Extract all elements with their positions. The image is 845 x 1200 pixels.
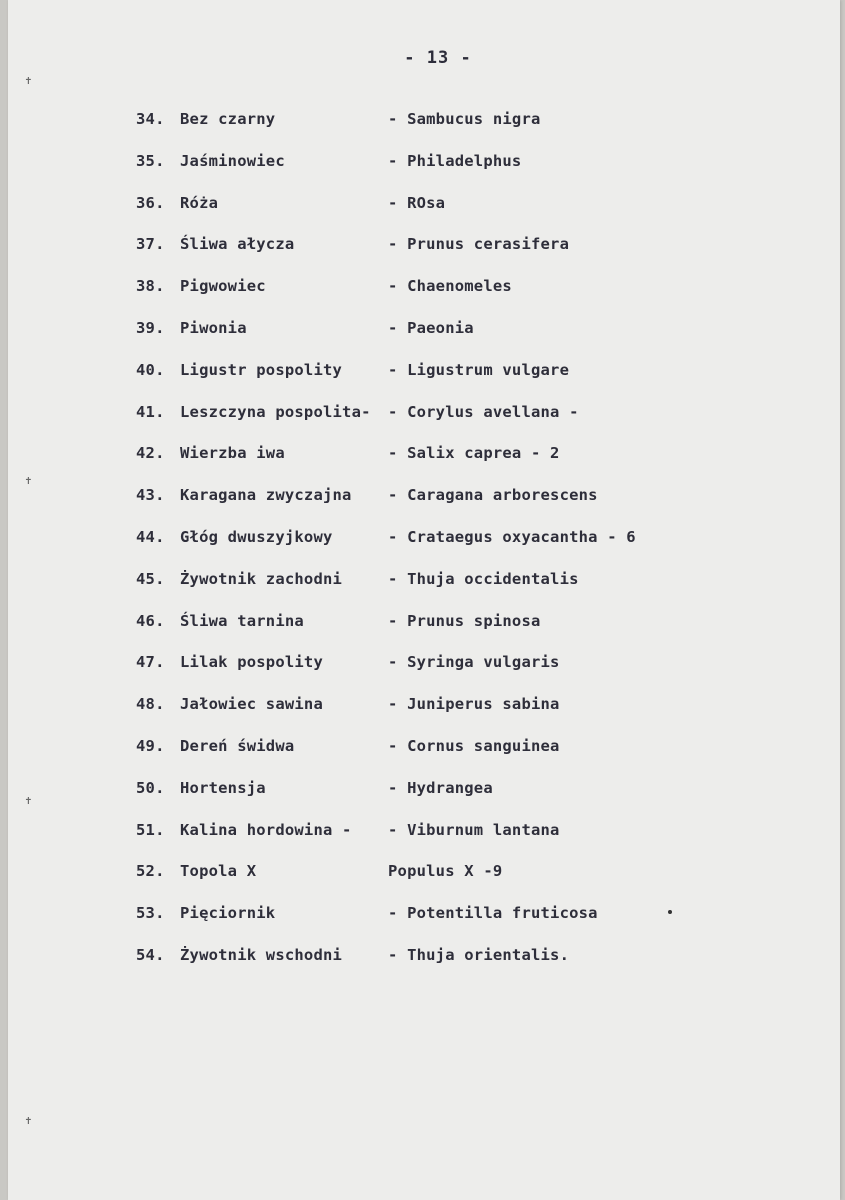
- common-name: Hortensja: [180, 778, 266, 797]
- common-name: Ligustr pospolity: [180, 360, 343, 379]
- common-name: Jałowiec sawina: [180, 695, 323, 714]
- punch-hole-mark: ✝: [25, 794, 32, 807]
- punch-hole-mark: ✝: [25, 74, 32, 87]
- entry-number: 38.: [136, 277, 165, 296]
- entry-number: 34.: [136, 110, 165, 128]
- list-item: [130, 361, 750, 403]
- list-item: [130, 528, 750, 570]
- latin-name: Populus X -9: [388, 862, 503, 881]
- common-name: Kalina hordowina -: [180, 820, 352, 839]
- list-item: [130, 570, 750, 612]
- latin-name: - Syringa vulgaris: [388, 653, 560, 672]
- latin-name: - Potentilla fruticosa: [388, 904, 598, 923]
- latin-name: - Thuja orientalis.: [388, 945, 570, 964]
- latin-name: - Philadelphus: [388, 151, 522, 170]
- entry-number: 43.: [136, 486, 165, 505]
- common-name: Karagana zwyczajna: [180, 486, 352, 505]
- latin-name: - Cornus sanguinea: [388, 736, 560, 755]
- entry-number: 52.: [136, 862, 165, 881]
- entry-number: 51.: [136, 820, 165, 839]
- common-name: Śliwa ałycza: [180, 235, 295, 254]
- list-item: [130, 403, 750, 445]
- entry-number: 37.: [136, 235, 165, 254]
- common-name: Lilak pospolity: [180, 653, 323, 672]
- list-item: [130, 486, 750, 528]
- list-item: [130, 737, 750, 779]
- list-item: [130, 946, 750, 988]
- latin-name: - Chaenomeles: [388, 277, 512, 296]
- common-name: Pięciornik: [180, 904, 276, 923]
- common-name: Róża: [180, 193, 219, 212]
- latin-name: - Ligustrum vulgare: [388, 360, 570, 379]
- list-item: [130, 444, 750, 486]
- list-item: [130, 821, 750, 863]
- entry-number: 49.: [136, 736, 165, 755]
- common-name: Głóg dwuszyjkowy: [180, 527, 333, 546]
- list-item: [130, 110, 750, 152]
- latin-name: - Viburnum lantana: [388, 820, 560, 839]
- common-name: Topola X: [180, 862, 257, 881]
- latin-name: - Thuja occidentalis: [388, 569, 579, 588]
- entry-number: 35.: [136, 151, 165, 170]
- list-item: [130, 653, 750, 695]
- entry-number: 54.: [136, 945, 165, 964]
- latin-name: - Caragana arborescens: [388, 486, 598, 505]
- common-name: Bez czarny: [180, 110, 276, 128]
- common-name: Wierzba iwa: [180, 444, 285, 463]
- list-item: [130, 152, 750, 194]
- plant-list: [130, 110, 750, 988]
- latin-name: - Prunus cerasifera: [388, 235, 570, 254]
- entry-number: 42.: [136, 444, 165, 463]
- list-item: [130, 235, 750, 277]
- list-item: [130, 904, 750, 946]
- latin-name: - Sambucus nigra: [388, 110, 541, 128]
- page-number: - 13 -: [404, 48, 472, 68]
- common-name: Śliwa tarnina: [180, 611, 304, 630]
- list-item: [130, 194, 750, 236]
- list-item: [130, 779, 750, 821]
- entry-number: 36.: [136, 193, 165, 212]
- latin-name: - Paeonia: [388, 318, 474, 337]
- latin-name: - Crataegus oxyacantha - 6: [388, 527, 636, 546]
- punch-hole-mark: ✝: [25, 474, 32, 487]
- common-name: Leszczyna pospolita-: [180, 402, 371, 421]
- common-name: Żywotnik wschodni: [180, 945, 343, 964]
- common-name: Pigwowiec: [180, 277, 266, 296]
- entry-number: 41.: [136, 402, 165, 421]
- document-page: [8, 0, 840, 1200]
- list-item: [130, 319, 750, 361]
- entry-number: 46.: [136, 611, 165, 630]
- common-name: Piwonia: [180, 318, 247, 337]
- common-name: Dereń świdwa: [180, 736, 295, 755]
- entry-number: 39.: [136, 318, 165, 337]
- entry-number: 53.: [136, 904, 165, 923]
- latin-name: - Juniperus sabina: [388, 695, 560, 714]
- punch-hole-mark: ✝: [25, 1114, 32, 1127]
- entry-number: 44.: [136, 527, 165, 546]
- entry-number: 45.: [136, 569, 165, 588]
- entry-number: 48.: [136, 695, 165, 714]
- latin-name: - Prunus spinosa: [388, 611, 541, 630]
- list-item: [130, 862, 750, 904]
- entry-number: 47.: [136, 653, 165, 672]
- entry-number: 40.: [136, 360, 165, 379]
- common-name: Żywotnik zachodni: [180, 569, 343, 588]
- ink-speck: [668, 910, 672, 914]
- common-name: Jaśminowiec: [180, 151, 285, 170]
- latin-name: - Corylus avellana -: [388, 402, 579, 421]
- latin-name: - Salix caprea - 2: [388, 444, 560, 463]
- latin-name: - Hydrangea: [388, 778, 493, 797]
- list-item: [130, 277, 750, 319]
- list-item: [130, 612, 750, 654]
- entry-number: 50.: [136, 778, 165, 797]
- latin-name: - ROsa: [388, 193, 446, 212]
- list-item: [130, 695, 750, 737]
